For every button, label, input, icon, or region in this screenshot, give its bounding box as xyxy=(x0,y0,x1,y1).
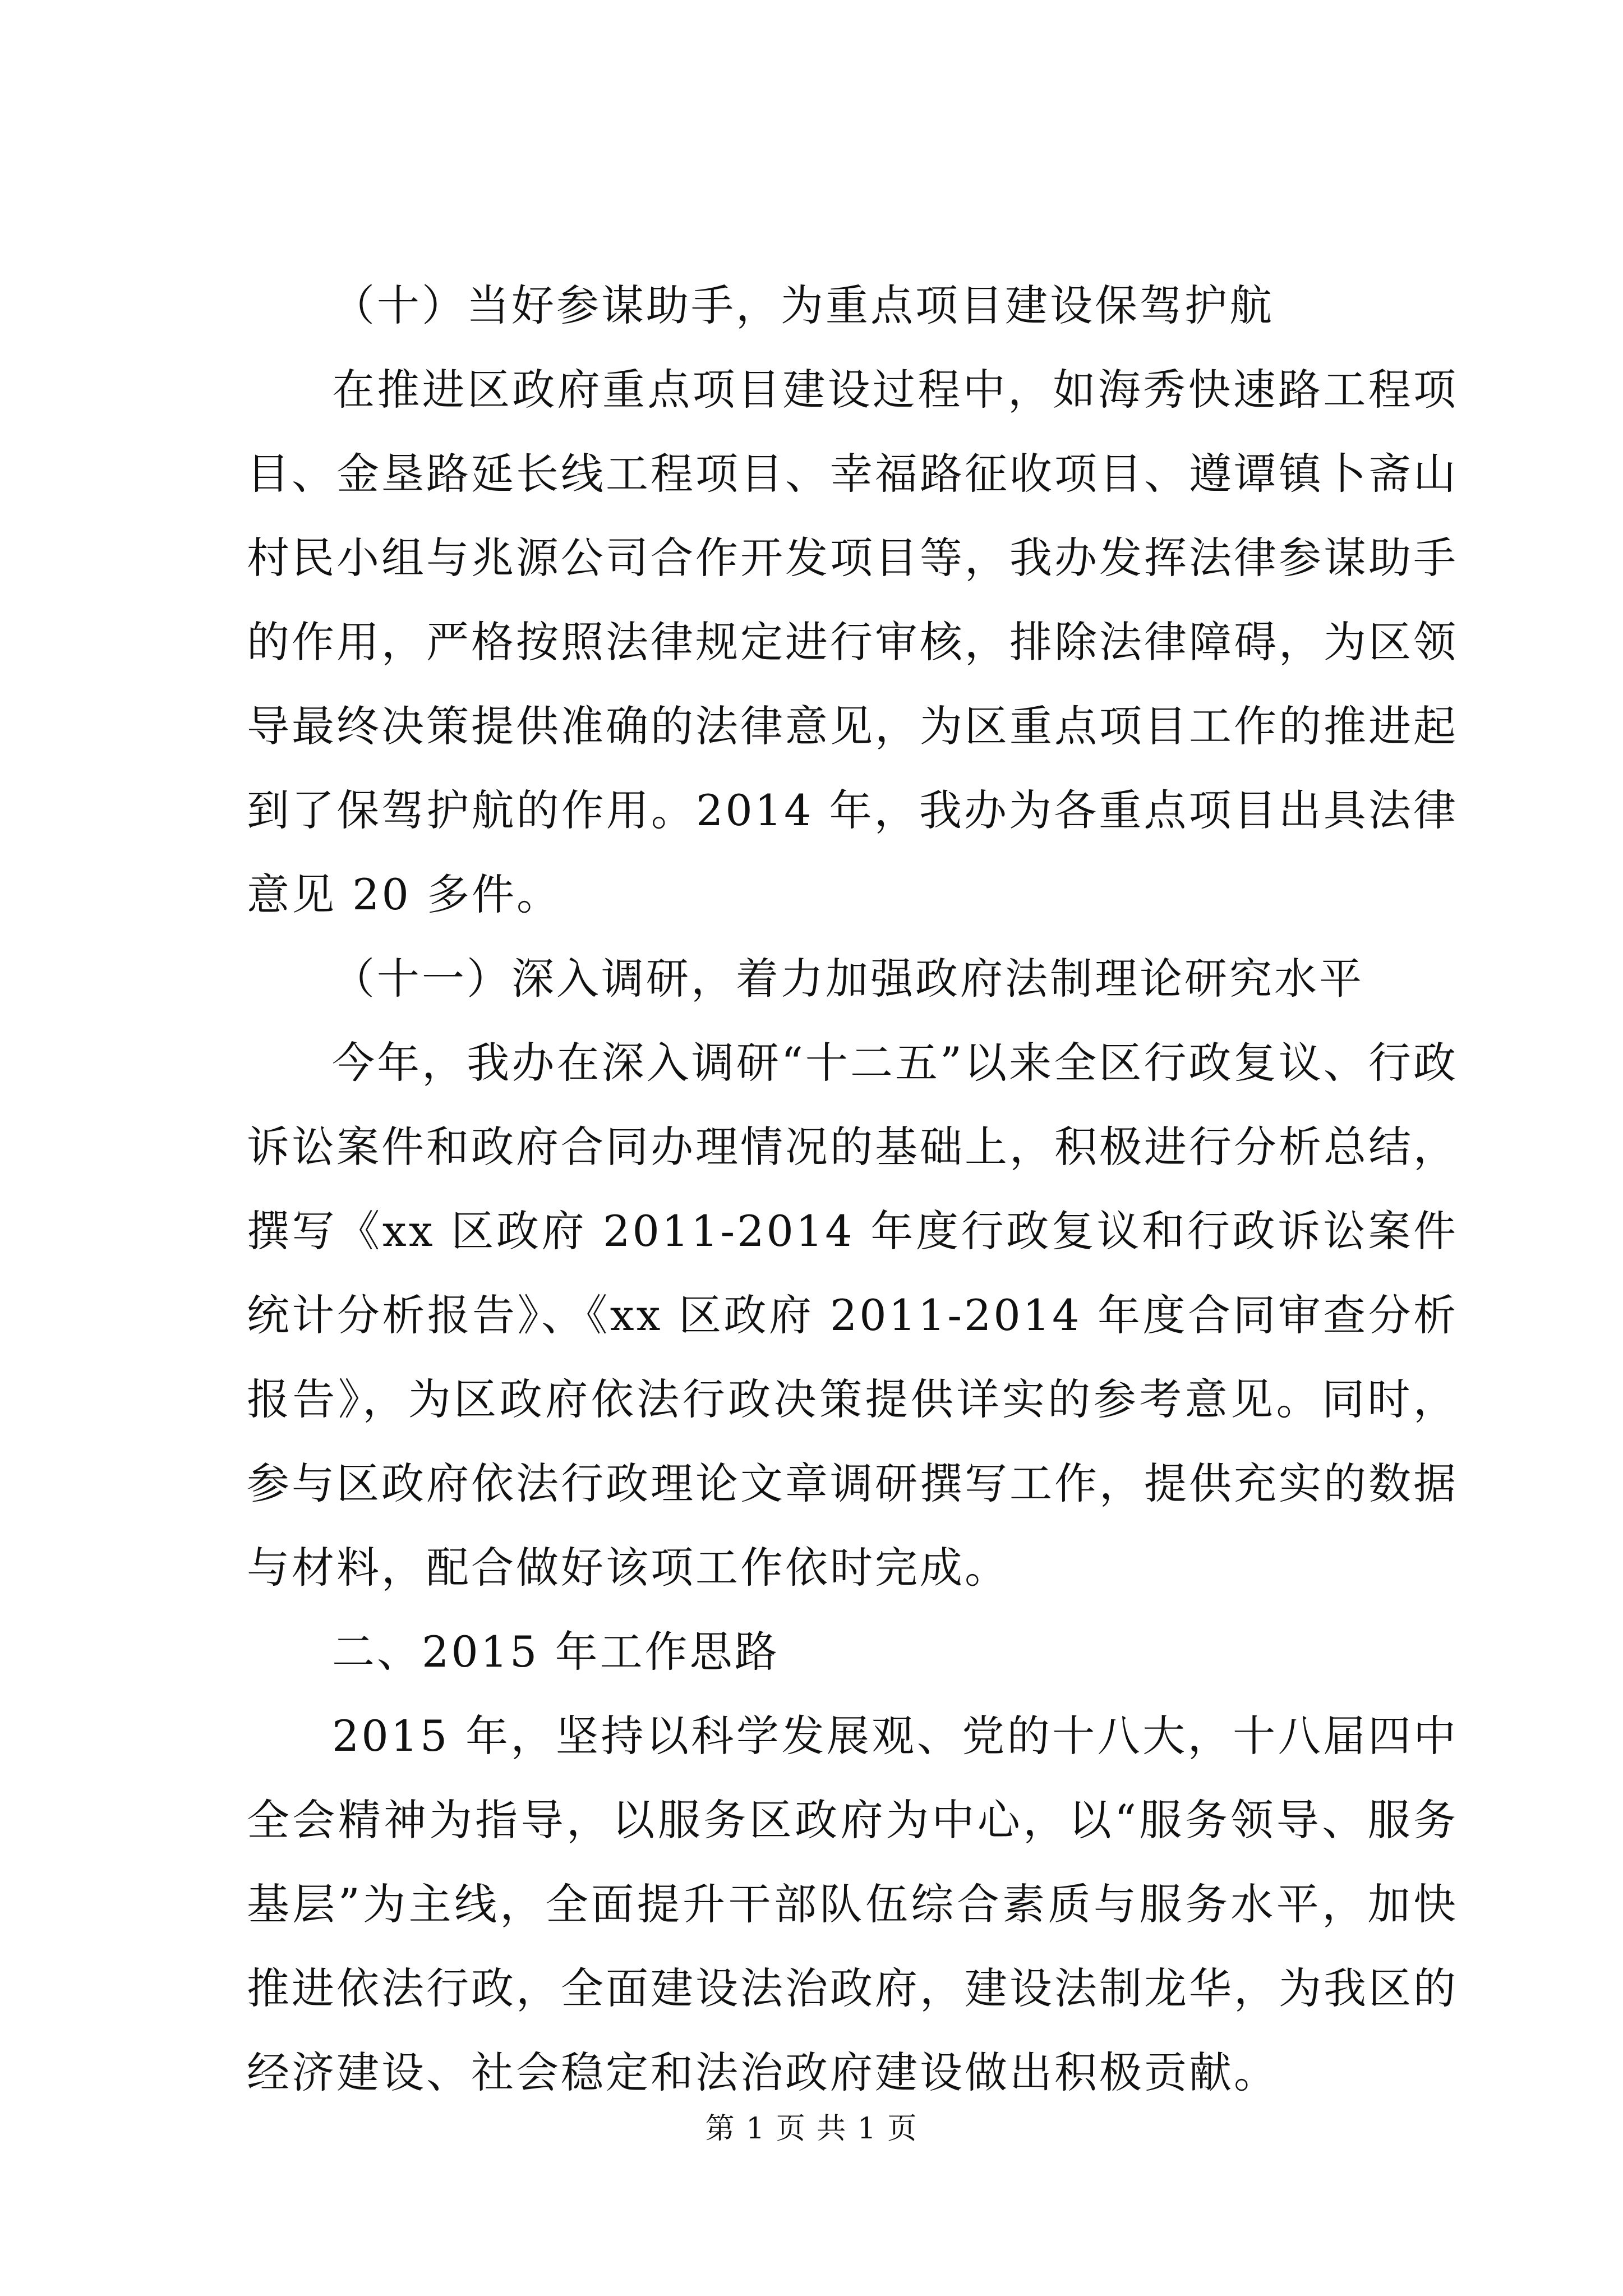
section-heading-11: （十一）深入调研，着力加强政府法制理论研究水平 xyxy=(332,954,1364,1004)
section-heading-10: （十）当好参谋助手，为重点项目建设保驾护航 xyxy=(332,280,1274,330)
section-heading-2015-plan: 二、2015 年工作思路 xyxy=(332,1627,780,1677)
document-body xyxy=(247,264,1458,2115)
paragraph-key-projects: 在推进区政府重点项目建设过程中，如海秀快速路工程项目、金垦路延长线工程项目、幸福路征收项目、遵谭镇卜斋山村民小组与兆源公司合作开发项目等，我办发挥法律参谋助手的作用，严格按照法律规定进行审核，排除法律障碍，为区领导最终决策提供准确的法律意见，为区重点项目工作的推进起到了保驾护航的作用。2014 年，我办为各重点项目出具法律意见 20 多件。 xyxy=(247,365,1458,919)
page-footer: 第 1 页 共 1 页 xyxy=(705,2112,918,2146)
paragraph-research: 今年，我办在深入调研“十二五”以来全区行政复议、行政诉讼案件和政府合同办理情况的基础上，积极进行分析总结，撰写《xx 区政府 2011-2014 年度行政复议和行政诉讼案件统计分析报告》、《xx 区政府 2011-2014 年度合同审查分析报告》，为区政府依法行政决策提供详实的参考意见。同时，参与区政府依法行政理论文章调研撰写工作，提供充实的数据与材料，配合做好该项工作依时完成。 xyxy=(247,1038,1458,1593)
paragraph-2015-plan: 2015 年，坚持以科学发展观、党的十八大，十八届四中全会精神为指导，以服务区政府为中心，以“服务领导、服务基层”为主线，全面提升干部队伍综合素质与服务水平，加快推进依法行政，全面建设法治政府，建设法制龙华，为我区的经济建设、社会稳定和法治政府建设做出积极贡献。 xyxy=(247,1711,1458,2097)
